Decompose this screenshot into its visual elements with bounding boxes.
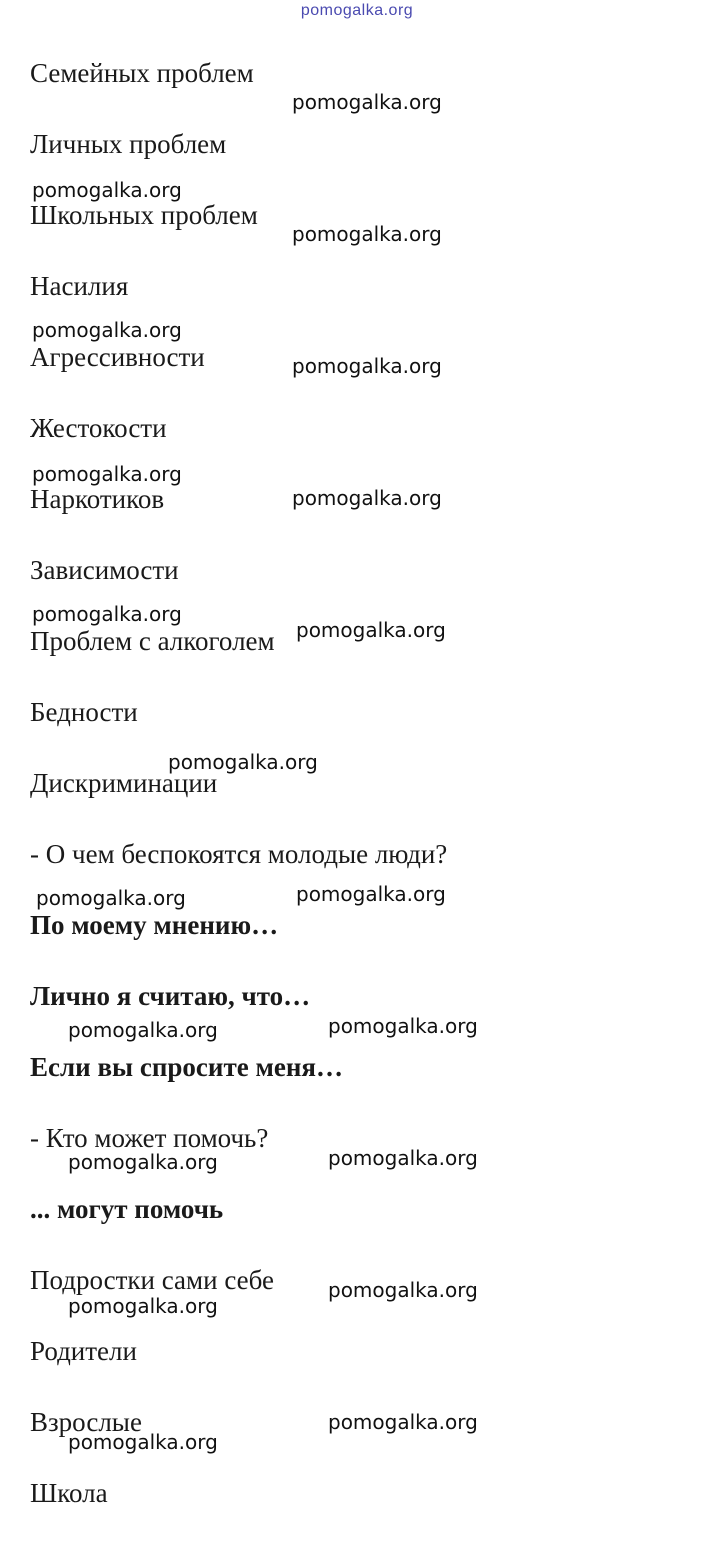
watermark: pomogalka.org: [292, 354, 442, 378]
watermark: pomogalka.org: [68, 1018, 218, 1042]
text-line-addiction: Зависимости: [30, 555, 179, 585]
phrase-personally-i-think: Лично я считаю, что…: [30, 981, 311, 1011]
watermark: pomogalka.org: [68, 1150, 218, 1174]
text-line-drugs: Наркотиков: [30, 484, 165, 514]
text-line-adults: Взрослые: [30, 1407, 142, 1437]
watermark: pomogalka.org: [32, 462, 182, 486]
text-line-poverty: Бедности: [30, 697, 138, 727]
text-line-alcohol-problems: Проблем с алкоголем: [30, 626, 275, 656]
watermark: pomogalka.org: [328, 1146, 478, 1170]
text-line-school-problems: Школьных проблем: [30, 200, 258, 230]
watermark: pomogalka.org: [68, 1294, 218, 1318]
phrase-can-help: ... могут помочь: [30, 1194, 224, 1224]
watermark: pomogalka.org: [296, 882, 446, 906]
watermark: pomogalka.org: [32, 318, 182, 342]
text-line-family-problems: Семейных проблем: [30, 58, 254, 88]
text-line-personal-problems: Личных проблем: [30, 129, 227, 159]
watermark: pomogalka.org: [328, 1014, 478, 1038]
watermark: pomogalka.org: [296, 618, 446, 642]
watermark: pomogalka.org: [68, 1430, 218, 1454]
watermark: pomogalka.org: [328, 1278, 478, 1302]
watermark: pomogalka.org: [292, 222, 442, 246]
text-line-teenagers-themselves: Подростки сами себе: [30, 1265, 274, 1295]
text-line-school: Школа: [30, 1478, 108, 1508]
watermark: pomogalka.org: [328, 1410, 478, 1434]
text-line-cruelty: Жестокости: [30, 413, 167, 443]
text-line-discrimination: Дискриминации: [30, 768, 218, 798]
watermark: pomogalka.org: [32, 178, 182, 202]
phrase-in-my-opinion: По моему мнению…: [30, 910, 279, 940]
question-young-people-worries: - О чем беспокоятся молодые люди?: [30, 839, 448, 869]
watermark: pomogalka.org: [32, 602, 182, 626]
watermark: pomogalka.org: [292, 486, 442, 510]
phrase-if-you-ask-me: Если вы спросите меня…: [30, 1052, 343, 1082]
text-line-aggressiveness: Агрессивности: [30, 342, 205, 372]
text-line-parents: Родители: [30, 1336, 137, 1366]
text-line-violence: Насилия: [30, 271, 129, 301]
watermark: pomogalka.org: [168, 750, 318, 774]
watermark: pomogalka.org: [292, 90, 442, 114]
question-who-can-help: - Кто может помочь?: [30, 1123, 269, 1153]
header-watermark: pomogalka.org: [300, 2, 414, 19]
watermark: pomogalka.org: [36, 886, 186, 910]
